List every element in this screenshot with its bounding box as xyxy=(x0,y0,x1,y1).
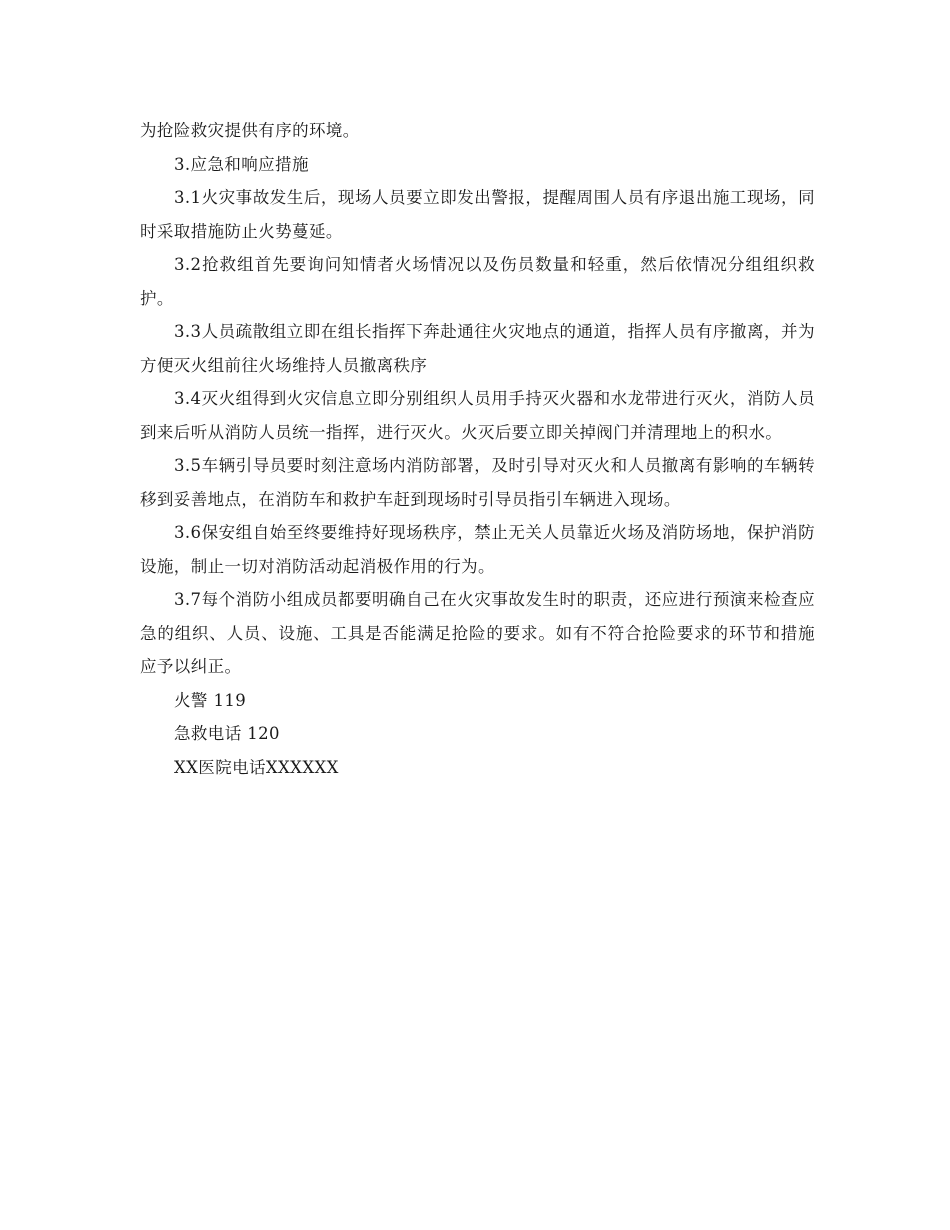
paragraph-3-4: 3.4灭火组得到火灾信息立即分别组织人员用手持灭火器和水龙带进行灭火，消防人员到来后听从消防人员统一指挥，进行灭火。火灭后要立即关掉阀门并清理地上的积水。 xyxy=(140,389,815,442)
hospital-phone-number: XX医院电话XXXXXX xyxy=(174,757,339,777)
section-heading: 3.应急和响应措施 xyxy=(174,154,309,174)
paragraph-continuation: 为抢险救灾提供有序的环境。 xyxy=(140,121,360,140)
paragraph-3-3: 3.3人员疏散组立即在组长指挥下奔赴通往火灾地点的通道，指挥人员有序撤离，并为方便灭火组前往火场维持人员撤离秩序 xyxy=(140,322,815,375)
fire-alarm-number: 火警 119 xyxy=(174,690,247,710)
emergency-phone-number: 急救电话 120 xyxy=(174,724,280,743)
paragraph-3-5: 3.5车辆引导员要时刻注意场内消防部署，及时引导对灭火和人员撤离有影响的车辆转移到妥善地点，在消防车和救护车赶到现场时引导员指引车辆进入现场。 xyxy=(140,456,815,509)
paragraph-3-6: 3.6保安组自始至终要维持好现场秩序，禁止无关人员靠近火场及消防场地，保护消防设施，制止一切对消防活动起消极作用的行为。 xyxy=(140,523,815,576)
paragraph-3-2: 3.2抢救组首先要询问知情者火场情况以及伤员数量和轻重，然后依情况分组组织救护。 xyxy=(140,255,815,308)
paragraph-3-7: 3.7每个消防小组成员都要明确自己在火灾事故发生时的职责，还应进行预演来检查应急的组织、人员、设施、工具是否能满足抢险的要求。如有不符合抢险要求的环节和措施应予以纠正。 xyxy=(140,590,815,676)
document-body xyxy=(140,114,815,784)
paragraph-3-1: 3.1火灾事故发生后，现场人员要立即发出警报，提醒周围人员有序退出施工现场，同时采取措施防止火势蔓延。 xyxy=(140,188,815,241)
